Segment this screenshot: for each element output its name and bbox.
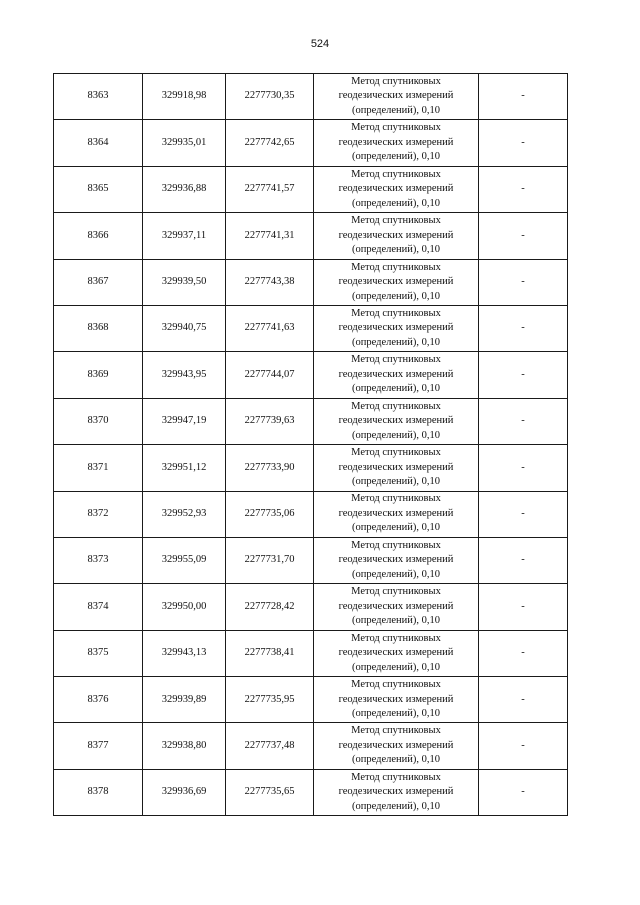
note-cell: - — [479, 537, 568, 583]
x-coordinate-cell: 329943,13 — [143, 630, 226, 676]
method-cell — [314, 74, 479, 120]
x-coordinate-cell: 329938,80 — [143, 723, 226, 769]
method-text-line-2: геодезических измерений — [338, 600, 454, 612]
method-cell — [314, 630, 479, 676]
table-row — [54, 213, 568, 259]
page-number: 524 — [310, 38, 330, 50]
method-cell — [314, 398, 479, 444]
x-coordinate-cell: 329936,69 — [143, 769, 226, 815]
method-text-line-3: (определений), 0,10 — [351, 290, 441, 302]
method-text-line-1: Метод спутниковых — [351, 75, 441, 87]
method-cell — [314, 584, 479, 630]
method-text-line-3: (определений), 0,10 — [351, 429, 441, 441]
method-text-line-1: Метод спутниковых — [351, 307, 441, 319]
note-cell: - — [479, 259, 568, 305]
method-text-line-3: (определений), 0,10 — [351, 151, 441, 163]
point-number-cell: 8372 — [54, 491, 143, 537]
method-cell — [314, 166, 479, 212]
method-text-line-1: Метод спутниковых — [351, 679, 441, 691]
x-coordinate-cell: 329955,09 — [143, 537, 226, 583]
note-cell: - — [479, 398, 568, 444]
method-cell — [314, 352, 479, 398]
method-cell — [314, 259, 479, 305]
method-text-line-1: Метод спутниковых — [351, 586, 441, 598]
method-text-line-1: Метод спутниковых — [351, 400, 441, 412]
method-cell — [314, 445, 479, 491]
x-coordinate-cell: 329939,50 — [143, 259, 226, 305]
y-coordinate-cell: 2277742,65 — [226, 120, 314, 166]
point-number-cell: 8373 — [54, 537, 143, 583]
method-text-line-2: геодезических измерений — [338, 322, 454, 334]
method-text-line-2: геодезических измерений — [338, 276, 454, 287]
method-text-line-1: Метод спутниковых — [351, 632, 441, 644]
method-text-line-2: геодезических измерений — [338, 183, 454, 195]
y-coordinate-cell: 2277741,57 — [226, 166, 314, 212]
note-cell: - — [479, 677, 568, 723]
point-number-cell: 8365 — [54, 166, 143, 212]
method-text-line-2: геодезических измерений — [338, 693, 454, 705]
method-cell — [314, 723, 479, 769]
y-coordinate-cell: 2277735,95 — [226, 677, 314, 723]
method-text-line-1: Метод спутниковых — [351, 771, 441, 783]
point-number-cell: 8364 — [54, 120, 143, 166]
method-cell — [314, 120, 479, 166]
y-coordinate-cell: 2277735,65 — [226, 769, 314, 815]
point-number-cell: 8363 — [54, 74, 143, 120]
x-coordinate-cell: 329947,19 — [143, 398, 226, 444]
table-row — [54, 537, 568, 583]
method-text-line-2: геодезических измерений — [338, 647, 454, 659]
y-coordinate-cell: 2277739,63 — [226, 398, 314, 444]
table-row — [54, 491, 568, 537]
note-cell: - — [479, 769, 568, 815]
method-text-line-2: геодезических измерений — [338, 136, 454, 148]
table-row — [54, 74, 568, 120]
table-row — [54, 352, 568, 398]
x-coordinate-cell: 329937,11 — [143, 213, 226, 259]
y-coordinate-cell: 2277730,35 — [226, 74, 314, 120]
note-cell: - — [479, 120, 568, 166]
y-coordinate-cell: 2277728,42 — [226, 584, 314, 630]
note-cell: - — [479, 491, 568, 537]
table-row — [54, 305, 568, 351]
note-cell: - — [479, 213, 568, 259]
x-coordinate-cell: 329951,12 — [143, 445, 226, 491]
method-text-line-1: Метод спутниковых — [351, 539, 441, 551]
note-cell: - — [479, 630, 568, 676]
method-text-line-2: геодезических измерений — [338, 554, 454, 566]
method-text-line-2: геодезических измерений — [338, 507, 454, 519]
y-coordinate-cell: 2277738,41 — [226, 630, 314, 676]
method-text-line-1: Метод спутниковых — [351, 447, 441, 459]
method-text-line-3: (определений), 0,10 — [351, 476, 441, 488]
table-row — [54, 769, 568, 815]
method-text-line-1: Метод спутниковых — [351, 122, 441, 134]
y-coordinate-cell: 2277733,90 — [226, 445, 314, 491]
method-text-line-1: Метод спутниковых — [351, 215, 441, 227]
table-row — [54, 259, 568, 305]
method-text-line-3: (определений), 0,10 — [351, 568, 441, 580]
point-number-cell: 8369 — [54, 352, 143, 398]
table-row — [54, 584, 568, 630]
coordinates-table-body — [54, 74, 568, 816]
table-row — [54, 398, 568, 444]
x-coordinate-cell: 329918,98 — [143, 74, 226, 120]
note-cell: - — [479, 166, 568, 212]
x-coordinate-cell: 329939,89 — [143, 677, 226, 723]
point-number-cell: 8370 — [54, 398, 143, 444]
note-cell: - — [479, 352, 568, 398]
x-coordinate-cell: 329940,75 — [143, 305, 226, 351]
method-text-line-1: Метод спутниковых — [351, 354, 441, 366]
coordinates-table — [53, 73, 568, 816]
table-row — [54, 166, 568, 212]
x-coordinate-cell: 329950,00 — [143, 584, 226, 630]
method-text-line-1: Метод спутниковых — [351, 261, 441, 273]
method-text-line-3: (определений), 0,10 — [351, 522, 441, 534]
y-coordinate-cell: 2277741,31 — [226, 213, 314, 259]
method-text-line-2: геодезических измерений — [338, 739, 454, 751]
method-cell — [314, 769, 479, 815]
x-coordinate-cell: 329943,95 — [143, 352, 226, 398]
method-text-line-3: (определений), 0,10 — [351, 708, 441, 720]
method-cell — [314, 537, 479, 583]
table-row — [54, 723, 568, 769]
point-number-cell: 8371 — [54, 445, 143, 491]
y-coordinate-cell: 2277741,63 — [226, 305, 314, 351]
x-coordinate-cell: 329952,93 — [143, 491, 226, 537]
point-number-cell: 8375 — [54, 630, 143, 676]
method-text-line-2: геодезических измерений — [338, 368, 454, 380]
note-cell: - — [479, 445, 568, 491]
y-coordinate-cell: 2277744,07 — [226, 352, 314, 398]
method-text-line-2: геодезических измерений — [338, 229, 454, 241]
point-number-cell: 8368 — [54, 305, 143, 351]
method-text-line-2: геодезических измерений — [338, 786, 454, 798]
method-text-line-2: геодезических измерений — [338, 415, 454, 427]
x-coordinate-cell: 329936,88 — [143, 166, 226, 212]
method-text-line-3: (определений), 0,10 — [351, 383, 441, 395]
note-cell: - — [479, 723, 568, 769]
method-cell — [314, 213, 479, 259]
table-row — [54, 120, 568, 166]
method-text-line-1: Метод спутниковых — [351, 493, 441, 505]
point-number-cell: 8377 — [54, 723, 143, 769]
y-coordinate-cell: 2277735,06 — [226, 491, 314, 537]
method-cell — [314, 305, 479, 351]
point-number-cell: 8374 — [54, 584, 143, 630]
table-row — [54, 630, 568, 676]
method-text-line-3: (определений), 0,10 — [351, 104, 441, 116]
note-cell: - — [479, 74, 568, 120]
method-cell — [314, 677, 479, 723]
method-text-line-3: (определений), 0,10 — [351, 661, 441, 673]
method-text-line-2: геодезических измерений — [338, 461, 454, 473]
method-text-line-3: (определений), 0,10 — [351, 800, 441, 812]
method-text-line-2: геодезических измерений — [338, 90, 454, 102]
point-number-cell: 8376 — [54, 677, 143, 723]
table-row — [54, 445, 568, 491]
point-number-cell: 8378 — [54, 769, 143, 815]
method-text-line-3: (определений), 0,10 — [351, 244, 441, 256]
method-text-line-1: Метод спутниковых — [351, 725, 441, 737]
method-text-line-3: (определений), 0,10 — [351, 197, 441, 209]
note-cell: - — [479, 584, 568, 630]
y-coordinate-cell: 2277731,70 — [226, 537, 314, 583]
method-text-line-3: (определений), 0,10 — [351, 754, 441, 766]
x-coordinate-cell: 329935,01 — [143, 120, 226, 166]
method-text-line-3: (определений), 0,10 — [351, 336, 441, 348]
y-coordinate-cell: 2277737,48 — [226, 723, 314, 769]
point-number-cell: 8367 — [54, 259, 143, 305]
note-cell: - — [479, 305, 568, 351]
table-row — [54, 677, 568, 723]
y-coordinate-cell: 2277743,38 — [226, 259, 314, 305]
method-text-line-1: Метод спутниковых — [351, 168, 441, 180]
method-cell — [314, 491, 479, 537]
method-text-line-3: (определений), 0,10 — [351, 615, 441, 627]
point-number-cell: 8366 — [54, 213, 143, 259]
